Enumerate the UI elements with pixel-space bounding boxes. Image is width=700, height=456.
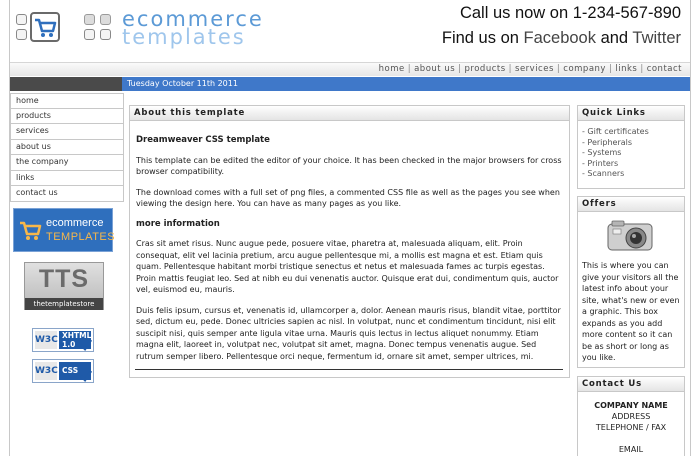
css-label: CSS — [59, 362, 91, 380]
social-callout — [442, 29, 681, 48]
quick-links-box — [577, 105, 685, 189]
checkmark-icon — [80, 339, 92, 351]
about-paragraph-4: Duis felis ipsum, cursus et, venenatis id, ullamcorper a, dolor. Aenean mauris risus, blandit vitae, porttitor sed, dictum eu, pede. Donec ultricies sapien ac nisl. In volutpat, nunc et condimentum tincidunt, nisi elit suscipit nisi, quis semper ante ligula vitae urna. Mauris quis lectus in lectus aliquet nonummy. Etiam magna elit, laoreet in, volutpat nec, volutpat sit amet, magna. Donec tempus venenatis augue. Sed rutrum semper libero. Pellentesque orci neque, fermentum id, ornare sit amet, semper ultrices, mi. — [136, 305, 561, 361]
quick-links-heading: Quick Links — [578, 106, 684, 121]
about-paragraph-2: The download comes with a full set of png files, a commented CSS file as well as the pages you see when viewing the design here. You can have as many pages as you like. — [136, 187, 560, 208]
top-nav-products[interactable]: products — [464, 64, 506, 74]
about-template-box — [129, 105, 570, 378]
quick-link-gift-certificates[interactable]: - Gift certificates — [582, 127, 649, 136]
quick-links-list — [578, 121, 684, 182]
offers-box — [577, 196, 685, 368]
more-info-heading: more information — [136, 218, 220, 229]
sidebar-item-services[interactable]: services — [10, 124, 124, 140]
top-nav-company[interactable]: company — [563, 64, 606, 74]
sidebar-item-about-us[interactable]: about us — [10, 140, 124, 156]
quick-link-peripherals[interactable]: - Peripherals — [582, 137, 633, 147]
top-nav-home[interactable]: home — [378, 64, 405, 74]
logo-square-icon — [16, 14, 27, 25]
logo-square-icon — [100, 29, 111, 40]
about-heading: About this template — [130, 106, 569, 121]
site-logo[interactable] — [14, 8, 264, 50]
contact-box — [577, 376, 685, 456]
company-address: ADDRESS — [611, 412, 651, 421]
page-container — [9, 0, 691, 456]
tts-logo-text: TTS — [38, 265, 90, 293]
top-nav-services[interactable]: services — [515, 64, 554, 74]
w3c-logo: W3C — [35, 331, 57, 349]
quick-link-scanners[interactable]: - Scanners — [582, 169, 625, 178]
content-divider — [135, 369, 563, 370]
current-date: Tuesday October 11th 2011 — [127, 79, 238, 88]
about-subtitle: Dreamweaver CSS template — [136, 135, 270, 145]
company-email[interactable]: EMAIL — [618, 445, 644, 454]
date-bar — [10, 77, 690, 91]
logo-square-icon — [16, 29, 27, 40]
quick-link-systems[interactable]: - Systems — [582, 148, 622, 157]
template-store-banner[interactable] — [24, 262, 104, 310]
checkmark-icon — [80, 370, 92, 382]
about-paragraph-3: Cras sit amet risus. Nunc augue pede, posuere vitae, pharetra at, malesuada aliquam, elit. Proin consequat, elit vel lacinia pretium, arcu augue pellentesque mi, a mollis est magna et est. Etiam quis quam. Pellentesque habitant morbi tristique senectus et netus et malesuada fames ac turpis egestas. Proin mattis feugiat leo. Sed at nibh eu dui venenatis auctor. Quisque erat dui, condimentum quis, auctor vel, euismod eu, mauris. — [136, 239, 559, 294]
ecommerce-templates-banner[interactable] — [13, 208, 116, 252]
company-name: COMPANY NAME — [594, 401, 668, 410]
offers-heading: Offers — [578, 197, 684, 212]
tts-caption: thetemplatestore — [25, 298, 103, 310]
about-content — [130, 121, 569, 362]
offers-text: This is where you can give your visitors all the latest info about your site, what's new or even a graphic. This box expands as you add more content so it can be as short or long as you like. — [582, 261, 680, 362]
company-phone: TELEPHONE / FAX — [595, 423, 667, 432]
phone-callout: Call us now on 1-234-567-890 — [459, 4, 681, 22]
logo-square-icon — [100, 14, 111, 25]
logo-square-icon — [84, 14, 95, 25]
top-nav-contact[interactable]: contact — [646, 64, 682, 74]
w3c-xhtml-badge[interactable] — [32, 328, 94, 352]
sidebar-item-links[interactable]: links — [10, 171, 124, 187]
quick-link-printers[interactable]: - Printers — [582, 158, 619, 168]
facebook-link[interactable]: Facebook — [523, 29, 596, 47]
w3c-logo: W3C — [35, 362, 57, 380]
xhtml-label: XHTML 1.0 — [59, 331, 91, 349]
contact-content — [578, 392, 684, 455]
shopping-cart-icon — [30, 12, 60, 42]
w3c-css-badge[interactable] — [32, 359, 94, 383]
logo-text-ecommerce: ecommerce — [122, 7, 264, 31]
sidebar-navigation — [10, 93, 124, 202]
top-nav-links[interactable]: links — [615, 64, 638, 74]
banner-line-2: TEMPLATES — [46, 231, 116, 243]
social-and: and — [600, 29, 629, 47]
camera-icon — [606, 218, 656, 254]
offers-content — [578, 212, 684, 364]
sidebar-item-the-company[interactable]: the company — [10, 155, 124, 171]
sidebar-item-products[interactable]: products — [10, 109, 124, 125]
top-nav-about-us[interactable]: about us — [414, 64, 456, 74]
banner-line-1: ecommerce — [46, 217, 104, 229]
top-navigation — [10, 62, 690, 76]
sidebar-item-home[interactable]: home — [10, 93, 124, 109]
contact-heading: Contact Us — [578, 377, 684, 392]
top-nav-links: home | about us | products | services | company | links | contact — [378, 64, 682, 74]
logo-square-icon — [84, 29, 95, 40]
logo-text-templates: templates — [122, 25, 246, 49]
social-prefix: Find us on — [441, 29, 519, 47]
sidebar-item-contact-us[interactable]: contact us — [10, 186, 124, 202]
about-paragraph-1: This template can be edited the editor of your choice. It has been checked in the major browsers for cross browser compatibility. — [136, 155, 562, 176]
twitter-link[interactable]: Twitter — [632, 29, 681, 47]
date-bar-left-block — [10, 77, 122, 91]
banner-cart-icon — [18, 218, 44, 244]
